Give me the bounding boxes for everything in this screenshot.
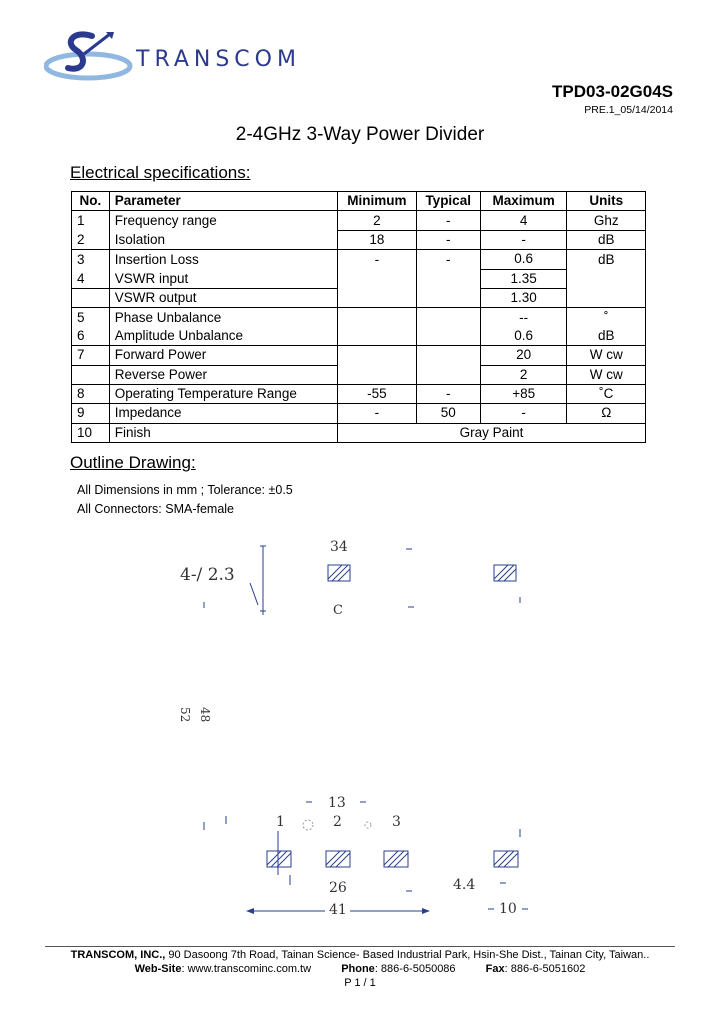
cell-maximum: 0.6 (480, 250, 567, 269)
cell-typical (416, 365, 480, 384)
cell-units: dB (567, 327, 646, 346)
cell-parameter: Amplitude Unbalance (109, 327, 337, 346)
cell-minimum: 18 (338, 230, 417, 249)
cell-parameter: Phase Unbalance (109, 308, 337, 327)
col-minimum: Minimum (338, 192, 417, 211)
dim-side-offset: 4.4 (453, 877, 476, 893)
footer-address-line (0, 949, 720, 961)
cell-no: 8 (72, 384, 110, 403)
footer-divider (45, 946, 675, 947)
table-row (72, 308, 646, 327)
cell-parameter: VSWR output (109, 288, 337, 307)
dim-overall-width: 41 (329, 902, 347, 918)
cell-no: 2 (72, 230, 110, 249)
cell-minimum (338, 269, 417, 288)
cell-typical: - (416, 211, 480, 230)
footer-fax-label: Fax (485, 963, 505, 975)
connectors-note: All Connectors: SMA-female (77, 502, 235, 516)
cell-parameter: VSWR input (109, 269, 337, 288)
cell-maximum: 0.6 (480, 327, 567, 346)
cell-units: W cw (567, 365, 646, 384)
cell-no: 7 (72, 346, 110, 365)
cell-parameter: Forward Power (109, 346, 337, 365)
cell-typical (416, 327, 480, 346)
hole-callout: 4-/ 2.3 (180, 565, 235, 585)
cell-no: 6 (72, 327, 110, 346)
table-row (72, 346, 646, 365)
cell-minimum: - (338, 404, 417, 423)
cell-units (567, 269, 646, 288)
port-3-label: 3 (392, 814, 401, 830)
port-2-label: 2 (333, 814, 342, 830)
outline-drawing (170, 535, 550, 925)
company-logo (44, 28, 134, 84)
mark-c: C (333, 603, 343, 618)
cell-maximum: 2 (480, 365, 567, 384)
cell-typical: - (416, 384, 480, 403)
cell-maximum: +85 (480, 384, 567, 403)
cell-finish-value: Gray Paint (338, 423, 646, 442)
dim-height-a: 52 (178, 707, 192, 723)
col-parameter: Parameter (109, 192, 337, 211)
table-row (72, 365, 646, 384)
cell-no (72, 365, 110, 384)
cell-parameter: Isolation (109, 230, 337, 249)
cell-maximum: - (480, 404, 567, 423)
col-no: No. (72, 192, 110, 211)
spec-table-header (72, 192, 646, 211)
cell-parameter: Finish (109, 423, 337, 442)
cell-maximum: 20 (480, 346, 567, 365)
drawing-lines (170, 535, 550, 925)
cell-units: ˚C (567, 384, 646, 403)
cell-typical (416, 288, 480, 307)
dim-depth: 10 (499, 901, 517, 917)
page-number: P 1 / 1 (344, 977, 376, 989)
footer-company: TRANSCOM, INC., (70, 949, 166, 961)
cell-no: 9 (72, 404, 110, 423)
footer-address: 90 Dasoong 7th Road, Tainan Science- Based Industrial Park, Hsin-She Dist., Tainan City, Taiwan.. (165, 949, 650, 961)
cell-parameter: Frequency range (109, 211, 337, 230)
cell-no: 1 (72, 211, 110, 230)
cell-units: ˚ (567, 308, 646, 327)
dim-top-width: 34 (330, 539, 348, 555)
table-row (72, 423, 646, 442)
table-row (72, 404, 646, 423)
cell-maximum: 1.35 (480, 269, 567, 288)
revision-date: PRE.1_05/14/2014 (584, 104, 673, 116)
footer-fax: : 886-6-5051602 (504, 963, 586, 975)
outline-heading: Outline Drawing: (70, 453, 196, 472)
table-row (72, 269, 646, 288)
part-number: TPD03-02G04S (552, 82, 673, 101)
table-row (72, 327, 646, 346)
cell-minimum (338, 346, 417, 365)
cell-units (567, 288, 646, 307)
table-row (72, 230, 646, 249)
cell-no: 3 (72, 250, 110, 269)
footer-phone: : 886-6-5050086 (374, 963, 456, 975)
footer-phone-label: Phone (341, 963, 375, 975)
cell-units: Ghz (567, 211, 646, 230)
cell-maximum: 1.30 (480, 288, 567, 307)
cell-minimum (338, 327, 417, 346)
col-units: Units (567, 192, 646, 211)
cell-no: 4 (72, 269, 110, 288)
dimensions-note: All Dimensions in mm ; Tolerance: ±0.5 (77, 483, 293, 497)
dim-inner-width: 26 (329, 880, 347, 896)
dim-height-b: 48 (198, 707, 212, 723)
table-row (72, 384, 646, 403)
cell-minimum: - (338, 250, 417, 269)
cell-units: dB (567, 230, 646, 249)
cell-maximum: 4 (480, 211, 567, 230)
cell-typical: - (416, 230, 480, 249)
cell-minimum: -55 (338, 384, 417, 403)
cell-minimum (338, 288, 417, 307)
port-1-label: 1 (276, 814, 285, 830)
cell-typical: - (416, 250, 480, 269)
cell-no: 5 (72, 308, 110, 327)
cell-minimum: 2 (338, 211, 417, 230)
dim-port-spacing: 13 (328, 795, 346, 811)
cell-no: 10 (72, 423, 110, 442)
cell-minimum (338, 365, 417, 384)
col-maximum: Maximum (480, 192, 567, 211)
table-row (72, 250, 646, 269)
footer-website-label: Web-Site (134, 963, 182, 975)
footer-website: : www.transcominc.com.tw (181, 963, 312, 975)
table-row (72, 288, 646, 307)
logo-mark-icon (44, 28, 134, 84)
spec-table (71, 191, 646, 443)
table-row (72, 211, 646, 230)
cell-maximum: -- (480, 308, 567, 327)
cell-units: dB (567, 250, 646, 269)
cell-units: Ω (567, 404, 646, 423)
cell-minimum (338, 308, 417, 327)
page-title: 2-4GHz 3-Way Power Divider (235, 124, 485, 145)
cell-parameter: Impedance (109, 404, 337, 423)
cell-units: W cw (567, 346, 646, 365)
cell-typical (416, 269, 480, 288)
cell-typical (416, 308, 480, 327)
cell-parameter: Operating Temperature Range (109, 384, 337, 403)
cell-parameter: Insertion Loss (109, 250, 337, 269)
col-typical: Typical (416, 192, 480, 211)
cell-typical: 50 (416, 404, 480, 423)
cell-parameter: Reverse Power (109, 365, 337, 384)
cell-maximum: - (480, 230, 567, 249)
cell-no (72, 288, 110, 307)
cell-typical (416, 346, 480, 365)
footer-contact-line (0, 963, 720, 975)
specs-heading: Electrical specifications: (70, 163, 251, 182)
brand-name: TRANSCOM (136, 47, 301, 72)
